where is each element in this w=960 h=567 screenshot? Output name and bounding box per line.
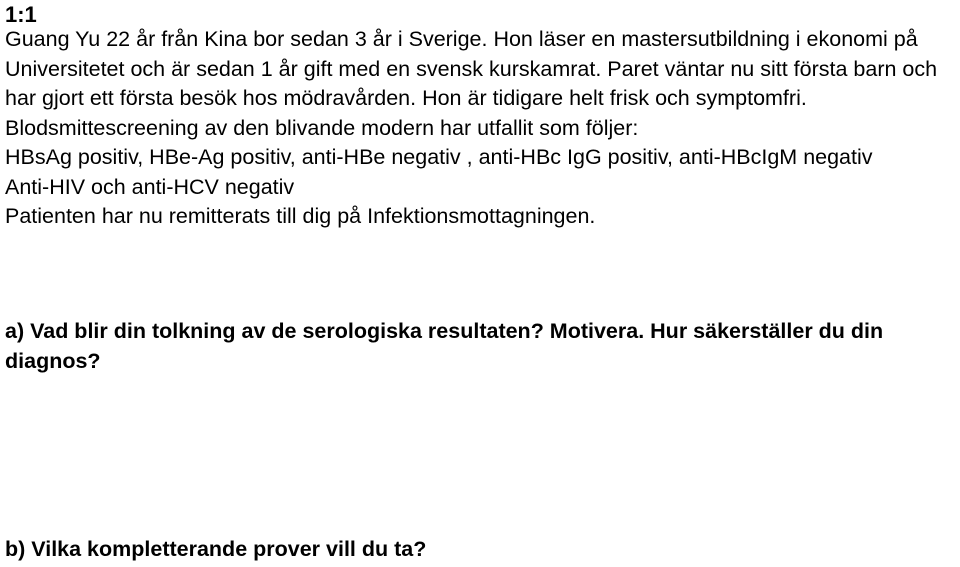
question-b: b) Vilka kompletterande prover vill du ta? — [5, 537, 427, 561]
case-intro-paragraph: Guang Yu 22 år från Kina bor sedan 3 år i Sverige. Hon läser en mastersutbildning i ekonomi på Universitetet och är sedan 1 år gift med en svensk kurskamrat. Paret väntar nu sitt första barn och har gjort ett första besök hos mödravården. Hon är tidigare helt frisk och symptomfri. Blodsmittescreening av den blivande modern har utfallit som följer: — [5, 27, 938, 140]
serology-hbv-results: HBsAg positiv, HBe-Ag positiv, anti-HBe negativ , anti-HBc IgG positiv, anti-HBcIgM negativ — [5, 145, 873, 169]
case-number-heading: 1:1 — [5, 2, 37, 27]
referral-sentence: Patienten har nu remitterats till dig på Infektionsmottagningen. — [5, 204, 596, 228]
serology-other-results: Anti-HIV och anti-HCV negativ — [5, 174, 295, 199]
case-description — [5, 25, 950, 232]
question-a: a) Vad blir din tolkning av de serologiska resultaten? Motivera. Hur säkerställer du din diagnos? — [5, 319, 884, 373]
